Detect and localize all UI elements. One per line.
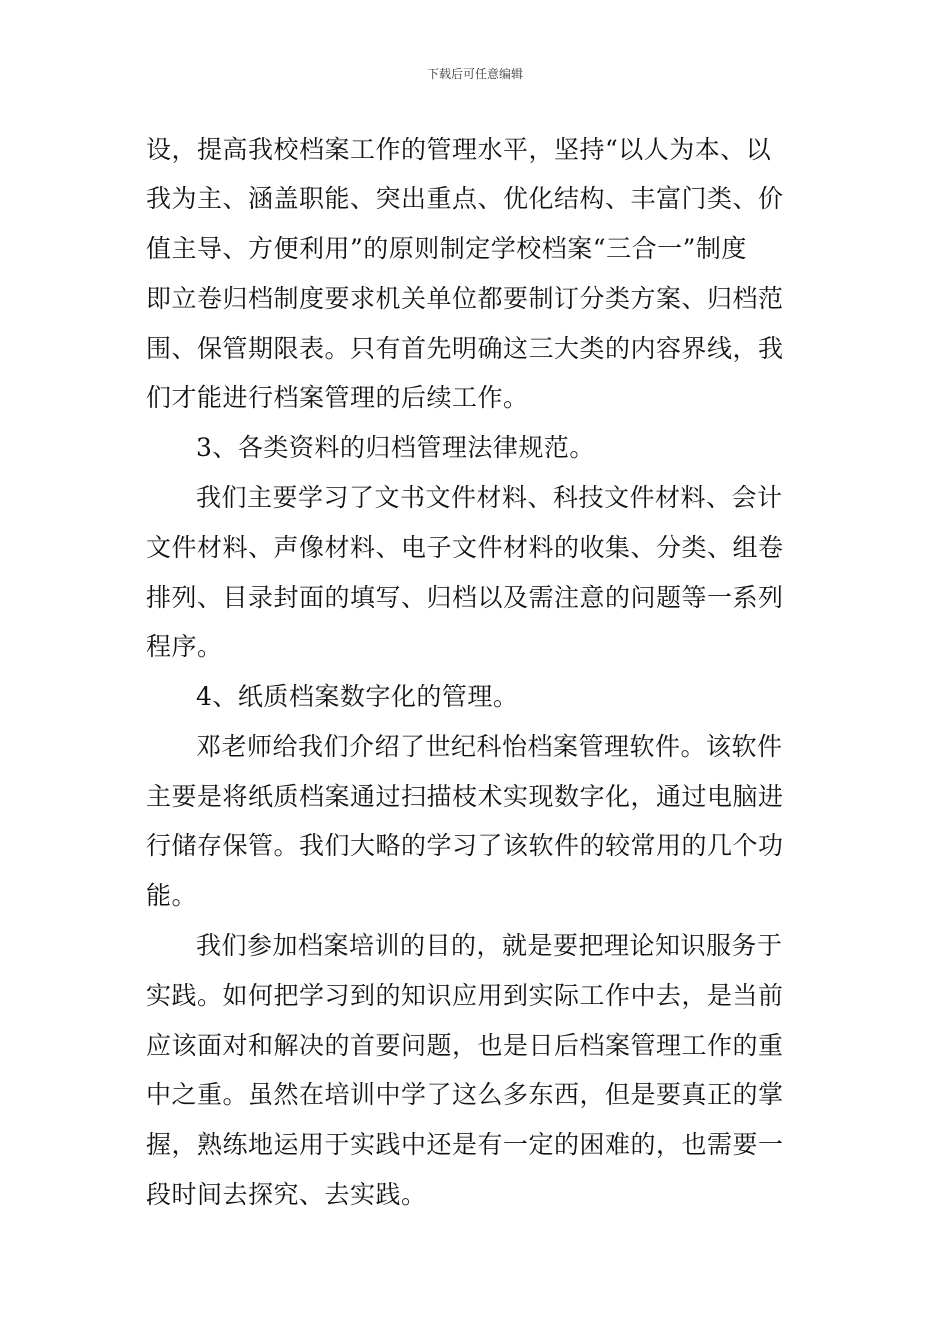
body-line: 实践。如何把学习到的知识应用到实际工作中去，是当前 xyxy=(146,981,784,1010)
body-line: 主要是将纸质档案通过扫描枝术实现数字化，通过电脑进 xyxy=(146,782,784,811)
body-line: 我们主要学习了文书文件材料、科技文件材料、会计 xyxy=(196,483,783,512)
body-line: 段时间去探究、去实践。 xyxy=(146,1180,427,1209)
body-line: 文件材料、声像材料、电子文件材料的收集、分类、组卷 xyxy=(146,533,784,562)
body-line: 排列、目录封面的填写、归档以及需注意的问题等一系列 xyxy=(146,583,784,612)
section-heading: 4、纸质档案数字化的管理。 xyxy=(196,682,519,711)
body-line: 应该面对和解决的首要问题，也是日后档案管理工作的重 xyxy=(146,1031,784,1060)
body-line: 我为主、涵盖职能、突出重点、优化结构、丰富门类、价 xyxy=(146,184,784,213)
body-line: 设，提高我校档案工作的管理水平，坚持“以人为本、以 xyxy=(146,135,772,164)
body-line: 即立卷归档制度要求机关单位都要制订分类方案、归档范 xyxy=(146,284,784,313)
body-line: 们才能进行档案管理的后续工作。 xyxy=(146,383,529,412)
body-line: 中之重。虽然在培训中学了这么多东西，但是要真正的掌 xyxy=(146,1080,784,1109)
body-line: 握，熟练地运用于实践中还是有一定的困难的，也需要一 xyxy=(146,1130,784,1159)
body-line: 值主导、方便利用”的原则制定学校档案“三合一”制度 xyxy=(146,234,747,263)
body-line: 能。 xyxy=(146,881,198,910)
body-line: 行储存保管。我们大略的学习了该软件的较常用的几个功 xyxy=(146,831,784,860)
body-line: 我们参加档案培训的目的，就是要把理论知识服务于 xyxy=(196,931,783,960)
body-line: 程序。 xyxy=(146,632,223,661)
body-line: 邓老师给我们介绍了世纪科怡档案管理软件。该软件 xyxy=(196,732,783,761)
page-header: 下载后可任意编辑 xyxy=(426,67,523,81)
body-line: 围、保管期限表。只有首先明确这三大类的内容界线，我 xyxy=(146,334,784,363)
section-heading: 3、各类资料的归档管理法律规范。 xyxy=(196,433,595,462)
